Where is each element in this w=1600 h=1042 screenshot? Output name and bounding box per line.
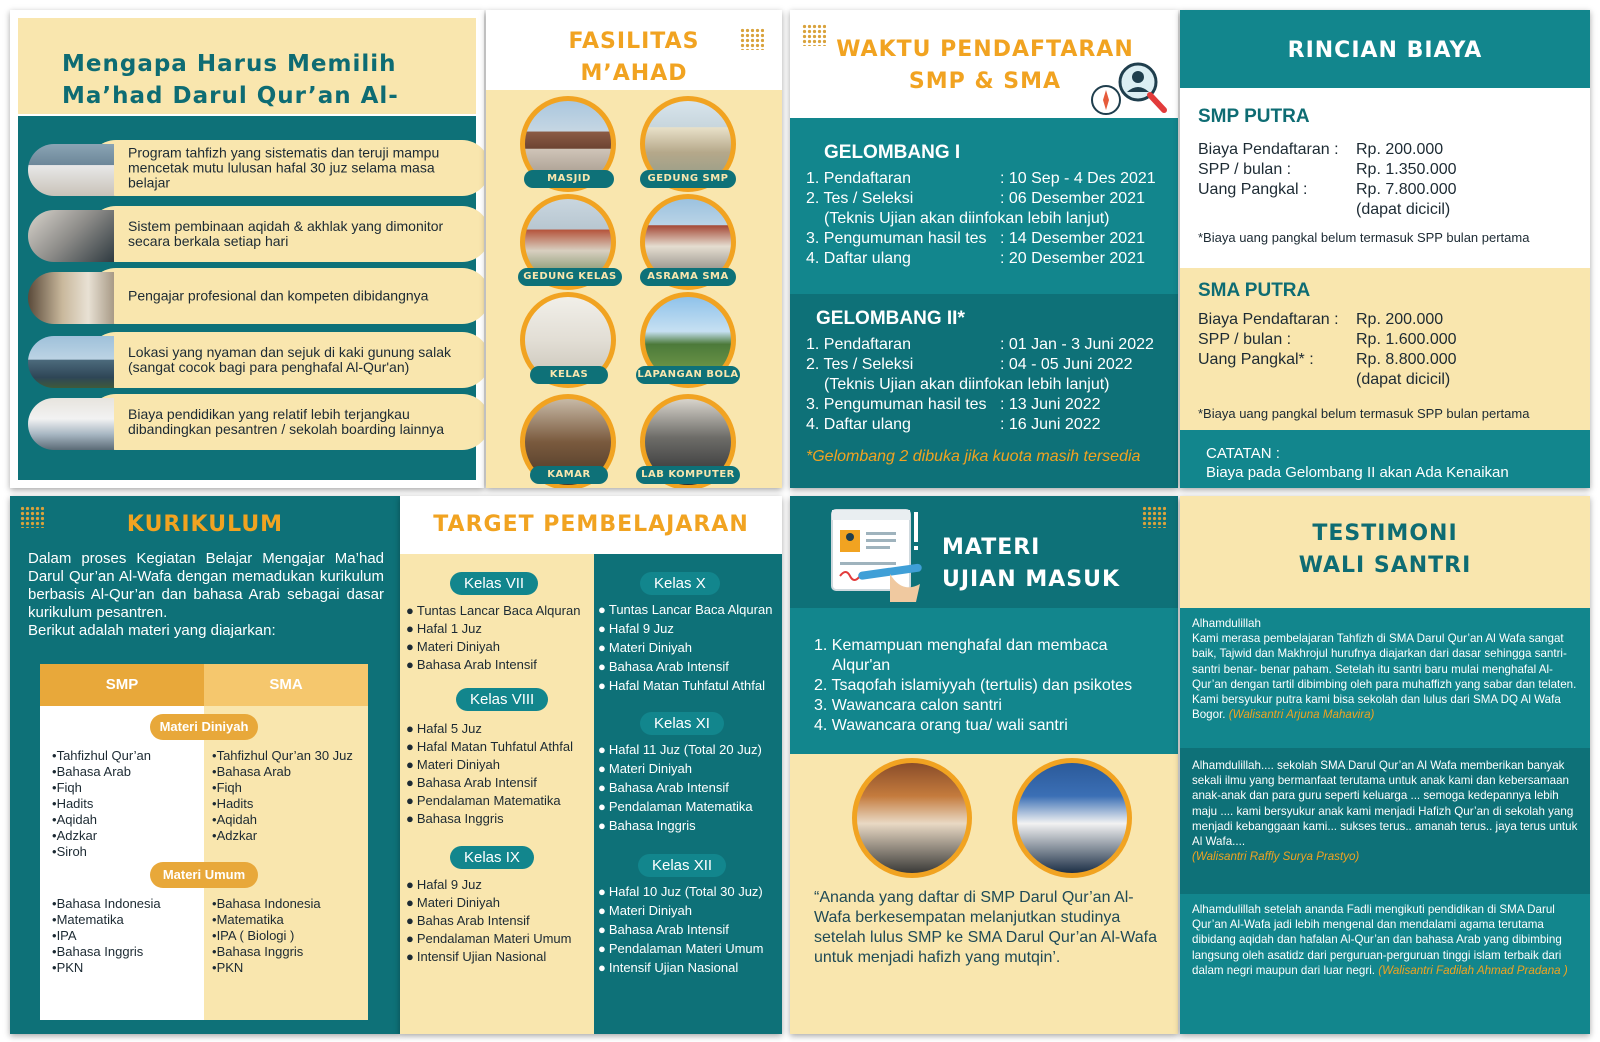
facility-label: KAMAR [530,466,608,484]
registration-panel [790,10,1178,488]
kelas-badge: Kelas X [640,572,720,595]
wave1-row-value: : 10 Sep - 4 Des 2021 [1000,170,1156,187]
kelas-badge: Kelas VII [450,572,538,595]
col-smp: SMP [40,664,204,706]
cost-label: Uang Pangkal : [1198,181,1308,198]
target-item: ● Bahasa Arab Intensif [598,657,772,676]
curriculum-panel [10,496,400,1034]
cost-label: SPP / bulan : [1198,161,1292,178]
wave1-row-label: 3. Pengumuman hasil tes [806,230,987,247]
target-item: ● Hafal 5 Juz [406,720,573,738]
wave2-row-value: : 13 Juni 2022 [1000,396,1101,413]
target-item: ● Tuntas Lancar Baca Alquran [598,600,772,619]
subject: • Fiqh [212,780,353,796]
umum-sma-list [212,896,321,976]
k10-list [598,600,772,695]
facility-label: KELAS [530,366,608,384]
subject: • Tahfizhul Qur’an 30 Juz [212,748,353,764]
diniyah-smp-list [52,748,151,860]
target-item: ● Pendalaman Matematika [598,797,762,816]
smp-title: SMP PUTRA [1198,106,1310,127]
k11-list [598,740,762,835]
subject: • Aqidah [52,812,151,828]
curriculum-table [40,664,368,1020]
wave1-row-label: 4. Daftar ulang [806,250,911,267]
target-item: ● Hafal 9 Juz [406,876,571,894]
exam-form-icon [828,504,932,608]
subject: • Bahasa Inggris [52,944,161,960]
subject: • Bahasa Indonesia [212,896,321,912]
exam-list [814,636,1132,736]
smp-cost-box [1180,88,1590,268]
wave2-row-value: : 04 - 05 Juni 2022 [1000,356,1133,373]
target-item: ● Bahasa Inggris [406,810,573,828]
target-item: ● Materi Diniyah [406,894,571,912]
facilities-title: FASILITAS M’AHAD [568,29,700,86]
wave1-row-value: : 06 Desember 2021 [1000,190,1145,207]
wave2-row-label: (Teknis Ujian akan diinfokan lebih lanjut) [824,376,1110,393]
subject: • Tahfizhul Qur’an [52,748,151,764]
kelas-badge: Kelas IX [450,846,534,869]
diniyah-sma-list [212,748,353,844]
target-item: ● Bahasa Arab Intensif [598,920,763,939]
installment-note: (dapat dicicil) [1356,201,1451,218]
why-panel [10,10,484,488]
wave2-note: *Gelombang 2 dibuka jika kuota masih tersedia [806,448,1141,465]
subject: • Bahasa Inggris [212,944,321,960]
sma-cost-box [1180,268,1590,430]
graduation-photo [28,398,114,450]
cost-value: Rp. 200.000 [1356,141,1444,158]
subject: • Bahasa Arab [52,764,151,780]
cost-value: Rp. 1.600.000 [1356,331,1457,348]
facilities-panel [486,10,782,488]
wave1-row-value: : 14 Desember 2021 [1000,230,1145,247]
subject: • Aqidah [212,812,353,828]
wave2-row-value: : 01 Jan - 3 Juni 2022 [1000,336,1154,353]
subject: • Bahasa Arab [212,764,353,780]
exam-item: Alqur'an [832,657,891,674]
subject: • Bahasa Indonesia [52,896,161,912]
target-item: ● Hafal 10 Juz (Total 30 Juz) [598,882,763,901]
dots-decoration [802,24,826,46]
cost-value: Rp. 1.350.000 [1356,161,1457,178]
k9-list [406,876,571,966]
curriculum-intro2: Berikut adalah materi yang diajarkan: [28,622,276,639]
wave2-row-value: : 16 Juni 2022 [1000,416,1101,433]
subject: • Adzkar [52,828,151,844]
testimonial-author: (Walisantri Fadilah Ahmad Pradana ) [1378,963,1568,977]
cost-label: Biaya Pendaftaran : [1198,311,1339,328]
exam-panel [790,496,1178,1034]
target-item: ● Hafal 9 Juz [598,619,772,638]
dots-decoration [1142,506,1166,528]
wave1-row-label: 1. Pendaftaran [806,170,911,187]
kelas-badge: Kelas XI [640,712,724,735]
wave1-title: GELOMBANG I [824,142,961,163]
cost-label: SPP / bulan : [1198,331,1292,348]
kelas-badge: Kelas VIII [456,688,548,711]
why-item: Biaya pendidikan yang relatif lebih terjangkau dibandingkan pesantren / sekolah boarding lainnya [28,394,484,450]
target-item: ● Materi Diniyah [598,759,762,778]
targets-title: TARGET PEMBELAJARAN [433,512,749,537]
exam-item: 1. Kemampuan menghafal dan membaca [814,637,1108,654]
wave2-row-label: 1. Pendaftaran [806,336,911,353]
target-item: ● Hafal 11 Juz (Total 20 Juz) [598,740,762,759]
curriculum-title: KURIKULUM [126,512,284,537]
target-item: ● Pendalaman Materi Umum [598,939,763,958]
why-item: Program tahfizh yang sistematis dan teruji mampu mencetak mutu lulusan hafal 30 juz selama masa belajar [28,140,484,196]
wave2-title: GELOMBANG II* [816,308,965,329]
target-item: ● Tuntas Lancar Baca Alquran [406,602,580,620]
teacher-photo [28,272,114,324]
testimonial-author: (Walisantri Raffly Surya Prastyo) [1192,850,1360,864]
exam-title: MATERI UJIAN MASUK [942,535,1121,592]
wave1-row-label: 2. Tes / Seleksi [806,190,914,207]
testimoni-panel [1180,496,1590,1034]
exam-quote: “Ananda yang daftar di SMP Darul Qur’an Al-Wafa berkesempatan melanjutkan studinya setelah lulus SMP ke SMA Darul Qur’an Al-Wafa untuk menjadi hafizh yang mutqin’. [814,889,1157,966]
umum-label: Materi Umum [150,862,258,888]
exam-photo-graduates [1012,758,1132,878]
exam-item: 3. Wawancara calon santri [814,697,1002,714]
subject: • PKN [212,960,321,976]
wave2-row-label: 2. Tes / Seleksi [806,356,914,373]
exam-photo-recite [852,758,972,878]
subject: • Hadits [212,796,353,812]
cost-label: Biaya Pendaftaran : [1198,141,1339,158]
smp-note: *Biaya uang pangkal belum termasuk SPP bulan pertama [1198,230,1530,245]
classroom-photo [28,144,114,196]
k12-list [598,882,763,977]
facility-label: LAB KOMPUTER [636,466,740,484]
target-item: ● Bahas Arab Intensif [406,912,571,930]
subject: • IPA ( Biologi ) [212,928,321,944]
cost-label: Uang Pangkal* : [1198,351,1314,368]
target-item: ● Bahasa Arab Intensif [406,656,580,674]
subject: • Matematika [212,912,321,928]
mountain-photo [28,336,114,388]
testimonial: Alhamdulillah Kami merasa pembelajaran Tahfizh di SMA Darul Qur’an Al Wafa sangat baik, Tajwid dan Makhrojul hurufnya diajarkan dari dasar sehingga santri-santri benar- benar paham. Setelah itu santri baru mulai menghafal Al-Qur’an dengan tartil dibimbing oleh para muhaffizh yang sabar dan telaten. Kami bersyukur putra kami bisa sekolah dan lulus dari SMA DQ Al Wafa Bogor. (Walisantri Arjuna Mahavira) [1192,617,1577,722]
target-item: ● Materi Diniyah [406,756,573,774]
testimonial: Alhamdulillah.... sekolah SMA Darul Qur’an Al Wafa memberikan banyak sekali ilmu yang bermanfaat terutama untuk anak kami dan kebersamaan anak-anak dan para guru seperti keluarga ... semoga kedepannya lebih maju .... kami bersyukur anak kami menjadi Hafizh Qur’an di sekolah yang menjadi kebanggaan kami... sukses terus.. amanah terus.. jaya terus untuk Al Wafa.... (Walisantri Raffly Surya Prastyo) [1192,759,1578,864]
exam-item: 4. Wawancara orang tua/ wali santri [814,717,1068,734]
subject: • Siroh [52,844,151,860]
costs-title: RINCIAN BIAYA [1287,38,1483,63]
cost-value: Rp. 8.800.000 [1356,351,1457,368]
costs-panel [1180,10,1590,488]
why-title-box [18,18,476,114]
target-item: ● Bahasa Inggris [598,816,762,835]
diniyah-label: Materi Diniyah [150,714,258,740]
subject: • Matematika [52,912,161,928]
testimoni-title: TESTIMONI WALI SANTRI [1298,521,1472,578]
testimonial-author: (Walisantri Arjuna Mahavira) [1228,708,1375,722]
catatan: CATATAN : Biaya pada Gelombang II akan Ada Kenaikan [1206,445,1509,481]
kelas-badge: Kelas XII [638,854,726,877]
target-item: ● Intensif Ujian Nasional [598,958,763,977]
subject: • IPA [52,928,161,944]
facility-label: LAPANGAN BOLA [636,366,740,384]
subject: • Adzkar [212,828,353,844]
target-item: ● Hafal Matan Tuhfatul Athfal [406,738,573,756]
target-item: ● Pendalaman Materi Umum [406,930,571,948]
subject: • PKN [52,960,161,976]
why-item: Sistem pembinaan aqidah & akhlak yang dimonitor secara berkala setiap hari [28,206,484,262]
why-item: Lokasi yang nyaman dan sejuk di kaki gunung salak (sangat cocok bagi para penghafal Al-Qur'an) [28,332,484,388]
target-item: ● Hafal 1 Juz [406,620,580,638]
target-item: ● Materi Diniyah [406,638,580,656]
target-item: ● Hafal Matan Tuhfatul Athfal [598,676,772,695]
k8-list [406,720,573,828]
sma-note: *Biaya uang pangkal belum termasuk SPP bulan pertama [1198,406,1530,421]
students-photo [28,210,114,262]
targets-panel [400,496,782,1034]
registration-title: WAKTU PENDAFTARAN SMP & SMA [836,37,1134,94]
k7-list [406,602,580,674]
installment-note: (dapat dicicil) [1356,371,1451,388]
wave1-row-label: (Teknis Ujian akan diinfokan lebih lanjut) [824,210,1110,227]
target-item: ● Bahasa Arab Intensif [406,774,573,792]
testimonial: Alhamdulillah setelah ananda Fadli mengikuti pendidikan di SMA Darul Qur’an Al-Wafa jadi lebih mengenal dan mendalami agama terutama dibidang aqidah dan hafalan Al-Qur’an dan bahasa Arab yang dibimbing langsung oleh asatidz dari perguruan-perguruan tinggi islam terbaik dari dalam negri maupun dari luar negri. (Walisantri Fadilah Ahmad Pradana ) [1192,903,1568,977]
search-person-icon [1086,60,1172,116]
target-item: ● Bahasa Arab Intensif [598,778,762,797]
target-item: ● Materi Diniyah [598,638,772,657]
wave2-row-label: 3. Pengumuman hasil tes [806,396,987,413]
wave2-row-label: 4. Daftar ulang [806,416,911,433]
cost-value: Rp. 200.000 [1356,311,1444,328]
facility-label: ASRAMA SMA [640,268,736,286]
curriculum-intro: Dalam proses Kegiatan Belajar Mengajar Ma’had Darul Qur’an Al-Wafa dengan memadukan kurikulum berbasis Al-Qur’an dan bahasa Arab sebagai dasar kurikulum pesantren. [28,550,384,621]
subject: • Fiqh [52,780,151,796]
facility-label: GEDUNG KELAS [518,268,622,286]
umum-smp-list [52,896,161,976]
cost-value: Rp. 7.800.000 [1356,181,1457,198]
target-item: ● Pendalaman Matematika [406,792,573,810]
facility-label: MASJID [524,170,614,188]
why-title: Mengapa Harus Memilih Ma’had Darul Qur’an Al- [62,51,399,109]
target-item: ● Materi Diniyah [598,901,763,920]
subject: • Hadits [52,796,151,812]
target-item: ● Intensif Ujian Nasional [406,948,571,966]
sma-title: SMA PUTRA [1198,280,1311,301]
exam-item: 2. Tsaqofah islamiyyah (tertulis) dan psikotes [814,677,1133,694]
why-item: Pengajar profesional dan kompeten dibidangnya [28,268,484,324]
facility-label: GEDUNG SMP [640,170,736,188]
col-sma: SMA [204,664,368,706]
wave1-row-value: : 20 Desember 2021 [1000,250,1145,267]
